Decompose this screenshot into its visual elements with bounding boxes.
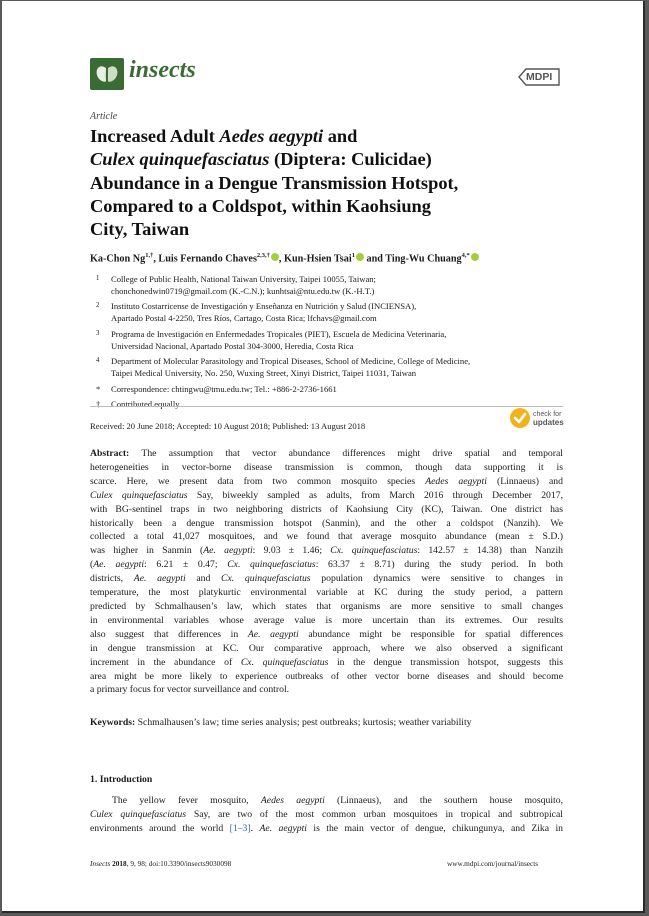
- author-affiliation-mark: 1,†: [145, 252, 154, 259]
- text-line: [90, 808, 563, 822]
- text-segment: Cx. quinquefasciatus: [240, 656, 329, 668]
- text-segment: area might be more likely to experience outbreaks of other vector borne diseases and should become: [90, 670, 563, 682]
- title-segment: (Diptera: Culicidae): [269, 149, 432, 170]
- text-line: [90, 628, 563, 642]
- text-segment: (Linnaeus) and: [486, 475, 563, 487]
- title-line: [90, 195, 530, 218]
- affiliation-item: [90, 356, 570, 379]
- orcid-icon[interactable]: [471, 253, 479, 261]
- document-page: [2, 1, 645, 913]
- journal-name[interactable]: insects: [129, 57, 196, 83]
- affiliation-item: [90, 329, 570, 352]
- text-segment: abundance might be responsible for spatial differences: [298, 628, 563, 640]
- text-line: [90, 794, 563, 808]
- text-segment: : 63.37 ± 8.71) during the study period. In both: [315, 559, 564, 571]
- text-segment: historically been a dengue transmission hotspot (Sanmin), and the other a coldspot (Nanzih). We: [90, 517, 563, 529]
- text-segment: scarce. Here, we present data from two common mosquito species: [90, 475, 426, 487]
- affiliation-line: Contributed equally.: [111, 399, 182, 410]
- title-line: [90, 218, 530, 241]
- affiliation-item: [90, 301, 570, 324]
- author-separator: and: [363, 253, 386, 265]
- title-segment: and: [323, 126, 358, 146]
- title-segment: Aedes aegypti: [219, 126, 324, 146]
- text-line: [90, 683, 563, 697]
- text-line: [90, 517, 563, 531]
- text-segment: a primary focus for vector surveillance and control.: [90, 684, 290, 696]
- affiliation-line: chonchonedwin0719@gmail.com (K.-C.N.); kunhtsai@ntu.edu.tw (K.-H.T.): [111, 285, 375, 296]
- affiliation-mark: 1: [96, 275, 100, 282]
- text-segment: districts,: [90, 573, 134, 585]
- title-line: [90, 172, 530, 195]
- text-segment: (: [90, 559, 94, 571]
- text-segment: increment in the abundance of: [90, 656, 241, 668]
- text-line: [90, 600, 563, 614]
- text-segment: .: [250, 823, 260, 834]
- text-line: [90, 586, 563, 600]
- author-name: Luis Fernando Chaves: [158, 253, 257, 265]
- author-affiliation-mark: 4,*: [461, 252, 470, 259]
- text-segment: Ae. aegypti: [203, 545, 253, 557]
- check-for-updates-icon[interactable]: [510, 408, 530, 428]
- affiliations: [90, 274, 570, 415]
- text-line: [90, 614, 563, 628]
- affiliation-line: Correspondence: chtingwu@tmu.edu.tw; Tel.: +886-2-2736-1661: [111, 383, 337, 394]
- author-name: Ka-Chon Ng: [90, 253, 146, 265]
- check-updates-line2: updates: [533, 418, 564, 427]
- text-line: [90, 642, 563, 656]
- text-segment: : 6.21 ± 0.47;: [144, 559, 228, 571]
- text-segment: Cx. quinquefasciatus: [227, 559, 316, 571]
- title-segment: Compared to a Coldspot, within Kaohsiung: [90, 195, 431, 216]
- affiliation-line: Apartado Postal 4-2250, Tres Ríos, Cartago, Costa Rica; lfchavs@gmail.com: [111, 313, 377, 324]
- text-line: [90, 656, 563, 670]
- text-segment: Say, are two of the most common urban mosquitoes in tropical and subtropical: [186, 809, 563, 820]
- text-segment: Cx. quinquefasciatus: [221, 573, 311, 585]
- text-segment: Ae. aegypti: [133, 573, 186, 585]
- text-line: [90, 489, 563, 503]
- author-affiliation-mark: 2,3,†: [256, 252, 270, 259]
- title-line: [90, 125, 530, 148]
- text-segment: Abstract:: [90, 448, 130, 459]
- publication-dates: Received: 20 June 2018; Accepted: 10 August 2018; Published: 13 August 2018: [90, 421, 366, 431]
- publisher-name: MDPI: [526, 71, 553, 83]
- text-line: [90, 670, 563, 684]
- footer-url[interactable]: www.mdpi.com/journal/insects: [447, 859, 539, 868]
- text-segment: Cx. quinquefasciatus: [330, 545, 418, 557]
- text-segment: in the dengue transmission hotspot, suggests this: [328, 656, 563, 668]
- introduction-text: [90, 794, 563, 836]
- text-segment: temperature, the most platykurtic environmental variable at KC during the study period, a pattern: [90, 587, 563, 599]
- title-segment: Increased Adult: [90, 126, 220, 146]
- text-segment: : 142.57 ± 14.38) than Nanzih: [417, 545, 564, 557]
- affiliation-mark: 2: [96, 302, 100, 310]
- title-line: [90, 148, 530, 171]
- affiliation-item: [90, 274, 570, 297]
- text-line: [90, 503, 563, 517]
- text-segment: (Linnaeus), and the southern house mosquito,: [324, 795, 563, 806]
- affiliation-line: Instituto Costarricense de Investigación y Enseñanza en Nutrición y Salud (INCIENSA),: [111, 301, 417, 312]
- text-line: [90, 572, 563, 586]
- affiliation-item: [90, 384, 570, 396]
- text-segment: in environmental variables whose average value is more uncertain than its extremes. Our results: [90, 614, 563, 626]
- author-separator: ,: [153, 253, 159, 265]
- divider: [90, 406, 563, 407]
- mdpi-logo[interactable]: [515, 67, 563, 87]
- title-segment: City, Taiwan: [90, 219, 190, 240]
- text-segment: The assumption that vector abundance differences might drive spatial and temporal: [129, 448, 563, 459]
- text-segment: Ae. aegypti: [259, 823, 307, 834]
- text-segment: with BG-sentinel traps in two neighboring districts of Kaohsiung City (KC), Taiwan. One district has: [90, 503, 563, 515]
- footer-journal: Insects: [90, 859, 111, 868]
- text-segment: environments around the world: [90, 823, 230, 834]
- affiliation-mark: 3: [96, 329, 100, 337]
- journal-logo-icon: [90, 58, 124, 90]
- affiliation-line: College of Public Health, National Taiwan University, Taipei 10055, Taiwan;: [111, 274, 376, 284]
- keywords-text: Schmalhausen’s law; time series analysis; pest outbreaks; kurtosis; weather variability: [135, 717, 472, 728]
- check-for-updates-label[interactable]: [533, 411, 564, 427]
- text-line: [90, 530, 563, 544]
- check-updates-line1: check for: [533, 411, 562, 418]
- text-segment: Culex quinquefasciatus: [90, 489, 188, 501]
- affiliation-mark: †: [96, 399, 101, 410]
- text-segment: heterogeneities in vector-borne disease transmission is common, though data supporting it is: [90, 461, 563, 473]
- text-segment: was higher in Sanmin (: [90, 545, 204, 557]
- keywords: [90, 717, 472, 728]
- text-segment: is the main vector of dengue, chikungunya, and Zika in: [307, 823, 564, 834]
- author-affiliation-mark: 1: [351, 252, 355, 259]
- footer-doi: , 9, 98; doi:10.3390/insects9030098: [126, 859, 232, 868]
- affiliation-line: Taipei Medical University, No. 250, Wuxing Street, Xinyi District, Taipei 11031, Taiwan: [111, 367, 417, 378]
- text-segment: predicted by Schmalhausen’s law, which states that organisms are more sensitive to small changes: [90, 600, 563, 612]
- text-segment: population dynamics were sensitive to changes in: [310, 573, 564, 585]
- article-title: [90, 125, 530, 241]
- author-name: Kun-Hsien Tsai: [284, 253, 352, 265]
- orcid-icon[interactable]: [356, 253, 364, 261]
- author-separator: ,: [278, 253, 285, 265]
- text-line: [90, 475, 563, 489]
- article-type: Article: [90, 111, 118, 122]
- text-line: [90, 447, 563, 461]
- orcid-icon[interactable]: [271, 253, 279, 261]
- text-segment: in dengue transmission at KC. Our comparative approach, where we also observed a significant: [90, 642, 563, 654]
- text-segment: also suggest that differences in: [90, 628, 248, 640]
- text-segment: and: [185, 573, 222, 585]
- affiliation-mark: 4: [96, 357, 100, 365]
- section-heading: 1. Introduction: [90, 774, 153, 785]
- text-segment: Culex quinquefasciatus: [90, 809, 187, 820]
- keywords-label: Keywords:: [90, 717, 136, 728]
- footer-citation: [90, 859, 231, 868]
- affiliation-mark: *: [96, 383, 101, 394]
- text-segment: : 9.03 ± 1.46;: [252, 545, 331, 557]
- text-line: [90, 822, 563, 836]
- author-list: [90, 252, 479, 264]
- text-segment: Ae. aegypti: [93, 559, 145, 571]
- author-name: Ting-Wu Chuang: [385, 253, 462, 265]
- title-segment: Abundance in a Dengue Transmission Hotspot,: [90, 172, 459, 193]
- affiliation-line: Universidad Nacional, Apartado Postal 304-3000, Heredia, Costa Rica: [111, 340, 354, 351]
- text-segment: Ae. aegypti: [247, 628, 299, 640]
- text-segment: Aedes aegypti: [260, 795, 325, 806]
- text-segment: Aedes aegypti: [425, 475, 487, 487]
- text-segment: collected a total 41,027 mosquitoes, and we found that average mosquito abundance (mean ± S.D.): [90, 531, 563, 543]
- abstract: [90, 447, 563, 697]
- text-segment: Say, biweekly sampled as adults, from March 2016 through December 2017,: [187, 489, 563, 501]
- citation-link[interactable]: [1–3]: [229, 823, 251, 834]
- title-segment: Culex quinquefasciatus: [90, 149, 270, 170]
- text-line: [90, 544, 563, 558]
- footer-year: 2018: [112, 859, 127, 868]
- text-line: [90, 461, 563, 475]
- affiliation-line: Programa de Investigación en Enfermedades Tropicales (PIET), Escuela de Medicina Veterinaria,: [111, 328, 447, 339]
- text-line: [90, 558, 563, 572]
- text-segment: The yellow fever mosquito,: [112, 795, 261, 806]
- affiliation-line: Department of Molecular Parasitology and Tropical Diseases, School of Medicine, College of Medicine,: [111, 356, 471, 367]
